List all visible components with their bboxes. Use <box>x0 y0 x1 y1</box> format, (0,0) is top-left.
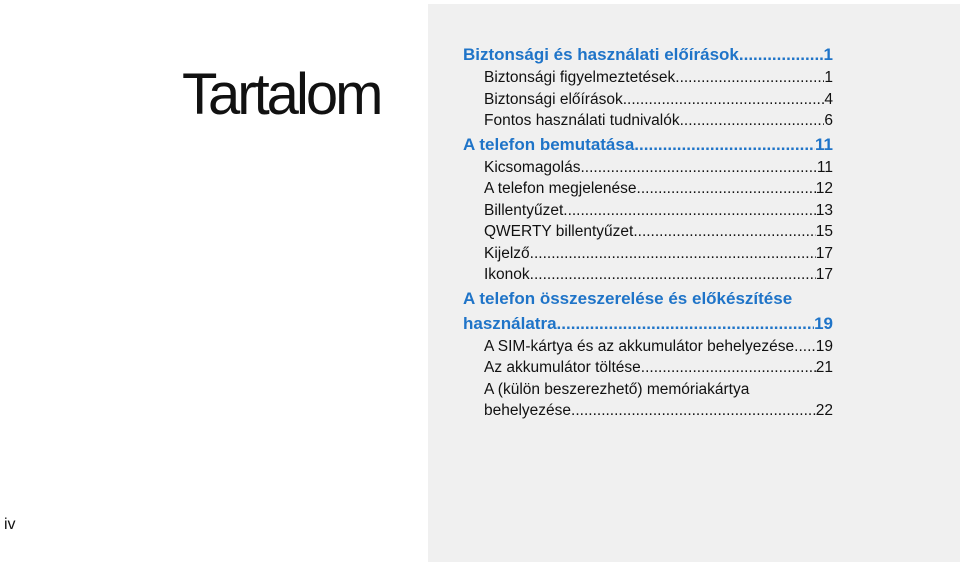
left-column <box>0 0 428 562</box>
toc-entry-page: 12 <box>815 180 833 197</box>
toc-entry-page: 4 <box>824 90 833 108</box>
toc-entry-label: Biztonsági előírások <box>484 90 623 108</box>
toc-leader-dots <box>739 42 824 67</box>
toc-entry-page: 11 <box>815 134 833 154</box>
toc-entry-memory-card[interactable] <box>463 379 833 422</box>
toc-leader-dots <box>563 200 815 222</box>
toc-entry-label-line1: A telefon összeszerelése és előkészítése <box>463 288 793 308</box>
toc-entry-icons[interactable] <box>463 264 833 286</box>
toc-entry-page: 19 <box>815 337 833 355</box>
toc-entry-usage-info[interactable] <box>463 110 833 132</box>
toc-list <box>463 42 833 422</box>
toc-entry-phone-layout[interactable] <box>463 178 833 200</box>
toc-leader-dots <box>794 336 816 358</box>
toc-entry-label: Kicsomagolás <box>484 158 581 176</box>
toc-entry-label: használatra <box>463 313 557 333</box>
toc-entry-line2 <box>463 400 833 422</box>
toc-leader-dots <box>623 89 825 111</box>
toc-entry-page: 13 <box>815 201 833 219</box>
toc-entry-safety-warnings[interactable] <box>463 67 833 89</box>
toc-entry-page: 17 <box>815 244 833 262</box>
toc-entry-label: Billentyűzet <box>484 201 564 219</box>
toc-entry-label: A telefon bemutatása <box>463 134 635 154</box>
toc-section-safety[interactable] <box>463 42 833 67</box>
toc-entry-qwerty-keypad[interactable] <box>463 221 833 243</box>
toc-entry-label: Biztonsági és használati előírások <box>463 45 739 64</box>
page-number: iv <box>4 516 16 533</box>
toc-entry-label: A SIM-kártya és az akkumulátor behelyezése <box>484 337 795 355</box>
toc-leader-dots <box>680 110 825 132</box>
toc-section-assembly[interactable] <box>463 286 833 336</box>
toc-leader-dots <box>641 357 816 379</box>
toc-entry-page: 15 <box>815 223 833 240</box>
toc-entry-label: Fontos használati tudnivalók <box>484 112 680 129</box>
toc-entry-page: 17 <box>815 266 833 283</box>
toc-entry-page: 1 <box>824 69 833 86</box>
toc-entry-line2 <box>463 311 833 336</box>
toc-leader-dots <box>571 400 816 422</box>
page-title: Tartalom <box>182 62 381 127</box>
toc-panel <box>428 4 960 562</box>
toc-leader-dots <box>637 178 816 200</box>
toc-entry-safety-precautions[interactable] <box>463 89 833 111</box>
toc-entry-label: Ikonok <box>484 266 530 283</box>
toc-entry-label-line1: A (külön beszerezhető) memóriakártya <box>484 380 750 398</box>
toc-leader-dots <box>530 264 816 286</box>
toc-entry-page: 19 <box>814 313 833 333</box>
toc-leader-dots <box>557 311 815 336</box>
toc-leader-dots <box>634 132 815 157</box>
toc-leader-dots <box>530 243 816 265</box>
toc-entry-battery-charging[interactable] <box>463 357 833 379</box>
toc-entry-display[interactable] <box>463 243 833 265</box>
toc-entry-page: 6 <box>824 112 833 129</box>
toc-entry-page: 1 <box>823 45 833 64</box>
toc-entry-page: 11 <box>816 158 833 176</box>
toc-entry-unpacking[interactable] <box>463 157 833 179</box>
toc-entry-label: QWERTY billentyűzet <box>484 223 634 240</box>
toc-leader-dots <box>633 221 815 243</box>
toc-entry-keypad[interactable] <box>463 200 833 222</box>
toc-entry-label: behelyezése <box>484 402 572 419</box>
toc-section-introduction[interactable] <box>463 132 833 157</box>
toc-entry-label: Biztonsági figyelmeztetések <box>484 69 676 86</box>
toc-entry-label: A telefon megjelenése <box>484 180 637 197</box>
toc-entry-label: Az akkumulátor töltése <box>484 359 641 376</box>
toc-leader-dots <box>581 157 817 179</box>
toc-entry-page: 21 <box>815 359 833 376</box>
toc-leader-dots <box>675 67 824 89</box>
toc-entry-sim-battery[interactable] <box>463 336 833 358</box>
toc-entry-label: Kijelző <box>484 244 530 262</box>
toc-entry-page: 22 <box>815 402 833 419</box>
